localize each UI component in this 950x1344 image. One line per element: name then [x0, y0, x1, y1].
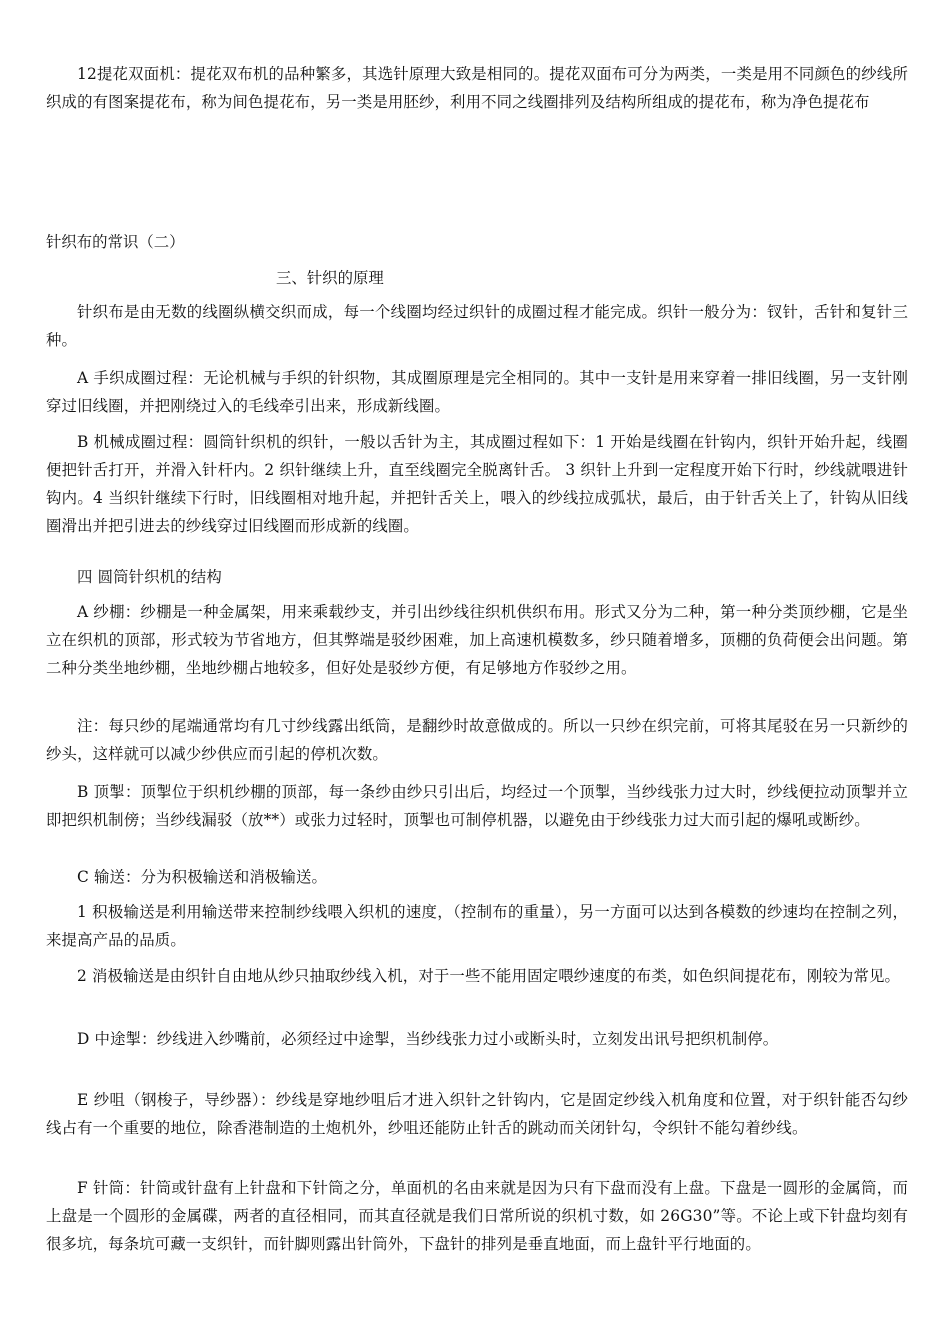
paragraph-machine-loop-formation: B 机械成圈过程：圆筒针织机的织针，一般以舌针为主，其成圈过程如下：1 开始是线圈在针钩内，织针开始升起，线圈便把针舌打开，并滑入针杆内。2 织针继续上升，直至线圈完全脱离针舌。 3 织针上升到一定程度开始下行时，纱线就喂进针钩内。4 当织针继续下行时，旧线圈相对地升起，并把针舌关上，喂入的纱线拉成弧状，最后，由于针舌关上了，针钩从旧线圈滑出并把引进去的纱线穿过旧线圈而形成新的线圈。	[46, 433, 908, 535]
paragraph-positive-feeding: 1 积极输送是利用输送带来控制纱线喂入织机的速度，（控制布的重量），另一方面可以达到各模数的纱速均在控制之列，来提高产品的品质。	[46, 903, 908, 949]
paragraph-needle-cylinder: F 针筒：针筒或针盘有上针盘和下针筒之分，单面机的名由来就是因为只有下盘而没有上盘。下盘是一圆形的金属筒，而上盘是一个圆形的金属碟，两者的直径相同，而其直径就是我们日常所说的织机寸数，如 26G30”等。不论上或下针盘均刻有很多坑，每条坑可藏一支织针，而针脚则露出针筒外，下盘针的排列是垂直地面，而上盘针平行地面的。	[46, 1179, 908, 1253]
paragraph-middle-stop-motion: D 中途掣：纱线进入纱嘴前，必须经过中途掣，当纱线张力过小或断头时，立刻发出讯号把织机制停。	[77, 1030, 779, 1048]
paragraph-negative-feeding: 2 消极输送是由织针自由地从纱只抽取纱线入机，对于一些不能用固定喂纱速度的布类，如色织间提花布，刚较为常见。	[77, 967, 901, 985]
paragraph-hand-loop-formation: A 手织成圈过程：无论机械与手织的针织物，其成圈原理是完全相同的。其中一支针是用来穿着一排旧线圈，另一支针刚穿过旧线圈，并把刚绕过入的毛线牵引出来，形成新线圈。	[46, 369, 908, 415]
section-title: 针织布的常识（二）	[46, 233, 185, 251]
paragraph-yarn-creel: A 纱棚：纱棚是一种金属架，用来乘载纱支，并引出纱线往织机供织布用。形式又分为二种，第一种分类顶纱棚，它是坐立在织机的顶部，形式较为节省地方，但其弊端是驳纱困难，加上高速机模数多，纱只随着增多，顶棚的负荷便会出问题。第二种分类坐地纱棚，坐地纱棚占地较多，但好处是驳纱方便，有足够地方作驳纱之用。	[46, 603, 908, 677]
paragraph-feeding: C 输送：分为积极输送和消极输送。	[77, 868, 328, 886]
paragraph-knitting-principle: 针织布是由无数的线圈纵横交织而成，每一个线圈均经过织针的成圈过程才能完成。织针一般分为：钗针，舌针和复针三种。	[46, 303, 908, 349]
paragraph-top-stop-motion: B 顶掣：顶掣位于织机纱棚的顶部，每一条纱由纱只引出后，均经过一个顶掣，当纱线张力过大时，纱线便拉动顶掣并立即把织机制傍；当纱线漏驳（放**）或张力过轻时，顶掣也可制停机器，以避免由于纱线张力过大而引起的爆吼或断纱。	[46, 783, 908, 829]
subsection-title: 三、针织的原理	[276, 269, 384, 287]
paragraph-machine-structure-heading: 四 圆筒针织机的结构	[77, 568, 222, 586]
paragraph-note: 注：每只纱的尾端通常均有几寸纱线露出纸筒，是翻纱时故意做成的。所以一只纱在织完前，可将其尾驳在另一只新纱的纱头，这样就可以减少纱供应而引起的停机次数。	[46, 717, 908, 763]
paragraph-yarn-guide: E 纱咀（钢梭子，导纱器）：纱线是穿地纱咀后才进入织针之针钩内，它是固定纱线入机角度和位置，对于织针能否勾纱线占有一个重要的地位，除香港制造的土炮机外，纱咀还能防止针舌的跳动而关闭针勾，令织针不能勾着纱线。	[46, 1091, 908, 1137]
intro-paragraph: 12提花双面机：提花双布机的品种繁多，其选针原理大致是相同的。提花双面布可分为两类，一类是用不同颜色的纱线所织成的有图案提花布，称为间色提花布，另一类是用胚纱，利用不同之线圈排列及结构所组成的提花布，称为净色提花布	[46, 65, 908, 111]
